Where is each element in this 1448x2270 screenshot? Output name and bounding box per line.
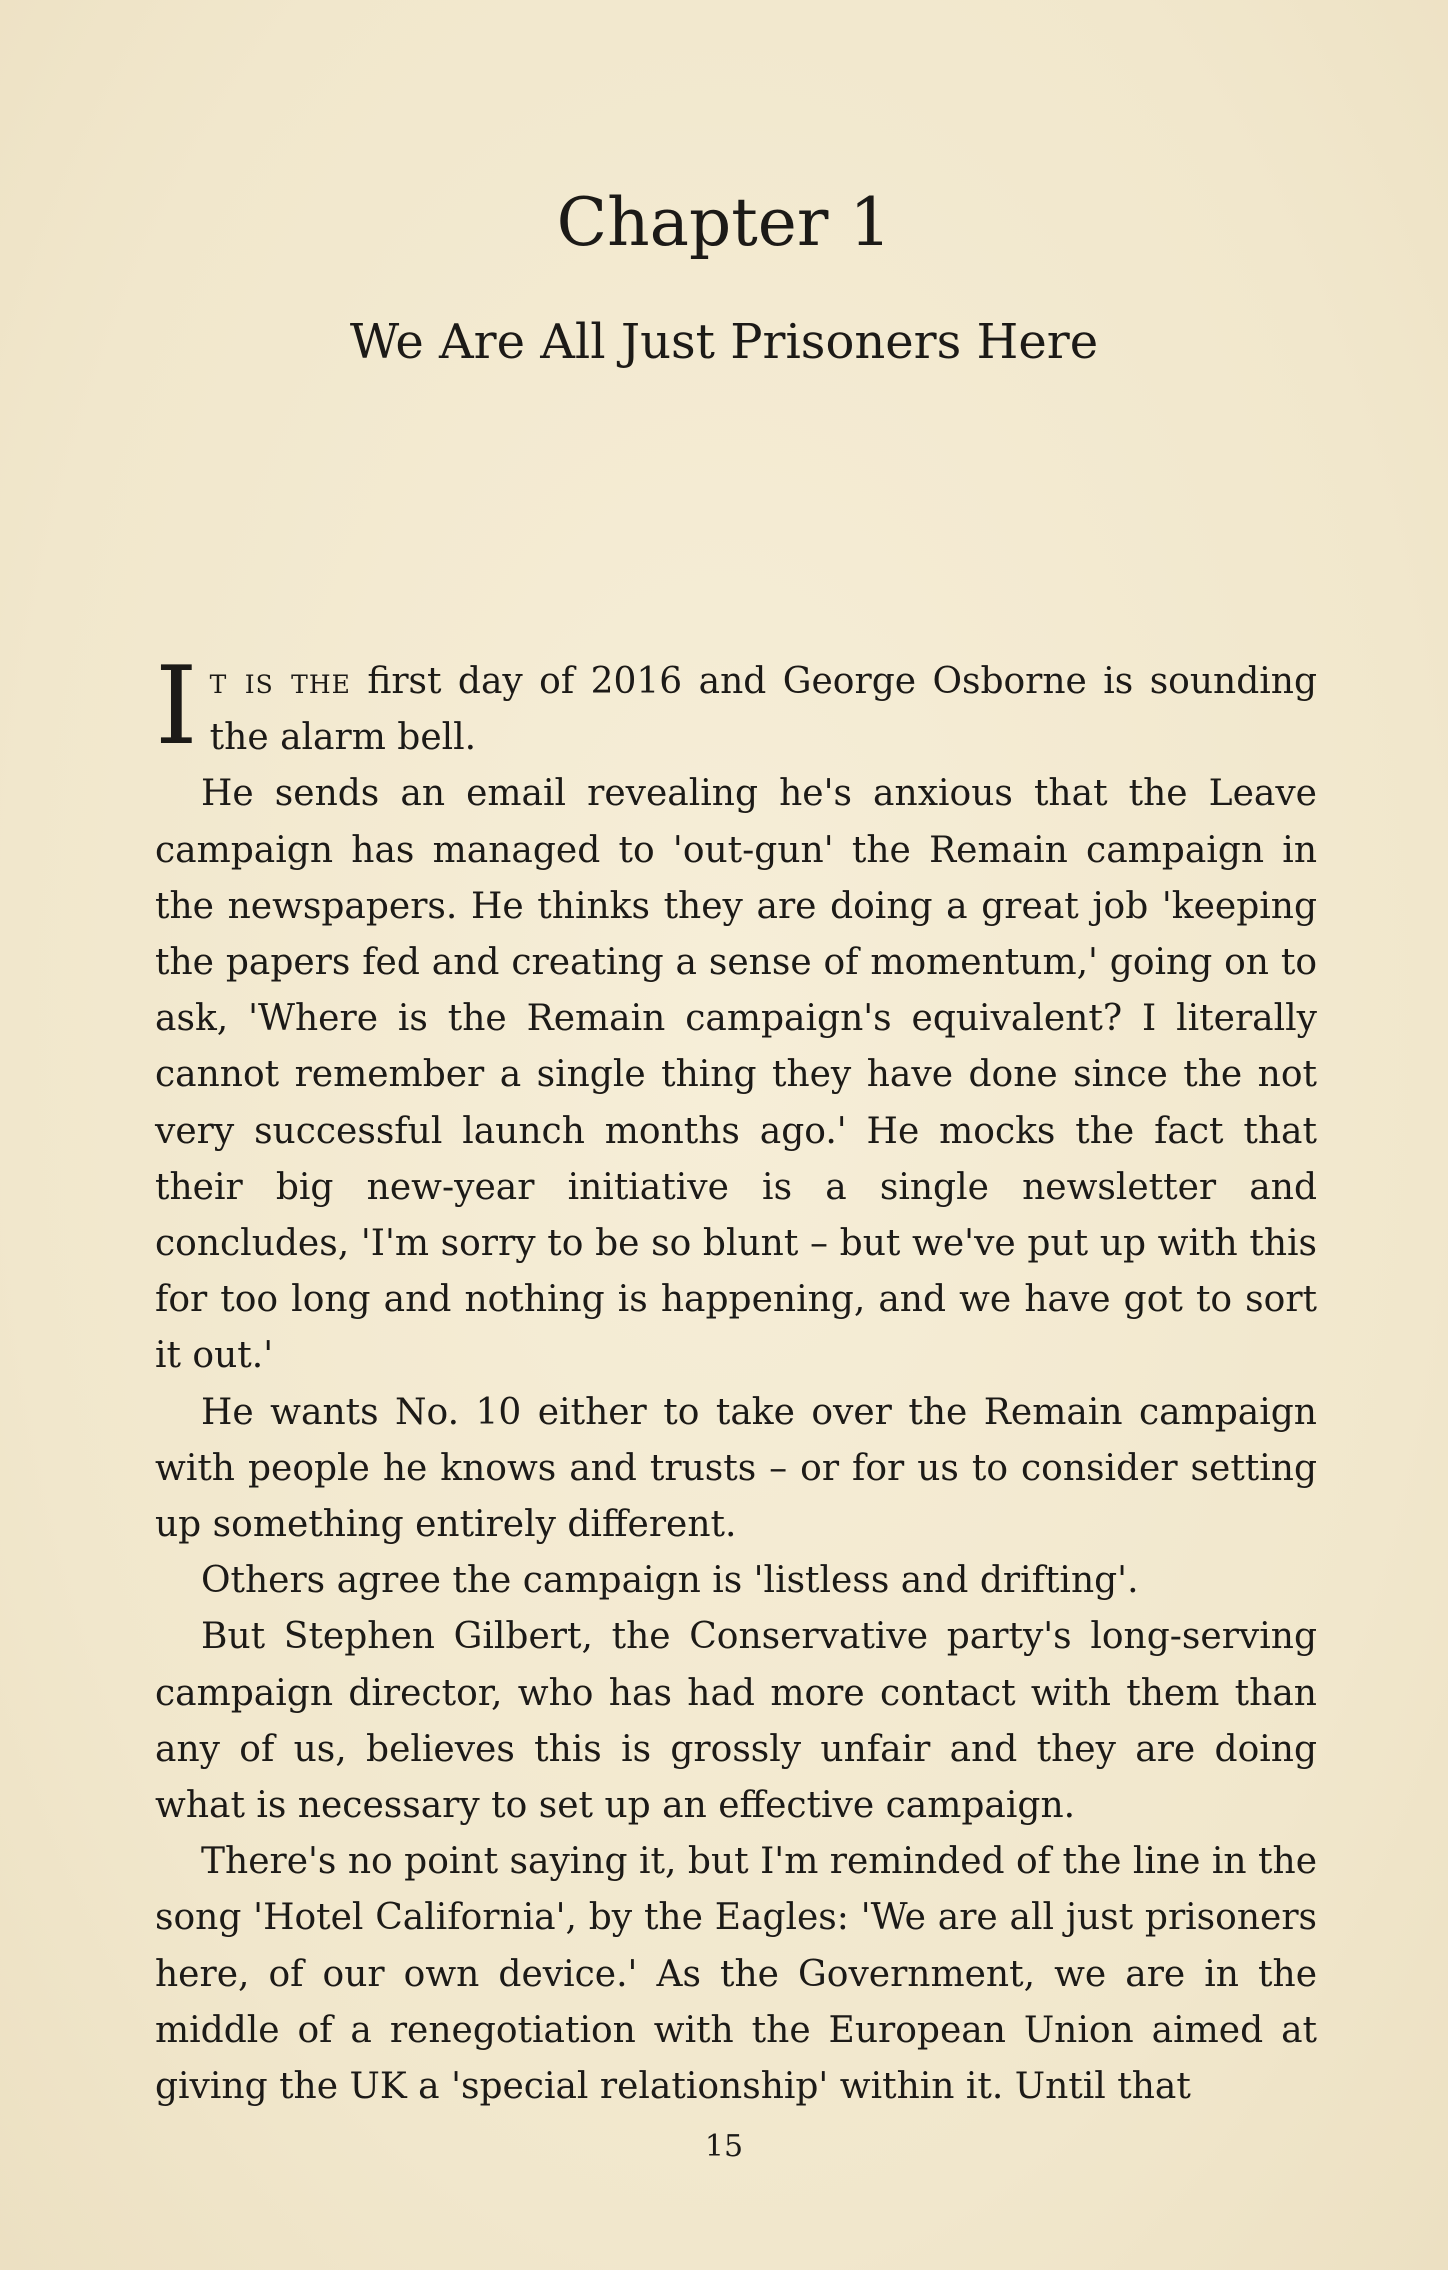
paragraph-1	[155, 644, 1317, 769]
paragraph-4: Others agree the campaign is 'listless and drifting'.	[201, 1560, 1139, 1602]
paragraph-1-text: first day of 2016 and George Osborne is sounding the alarm bell.	[209, 661, 1317, 759]
paragraph-3: He wants No. 10 either to take over the Remain campaign with people he knows and trusts – or for us to consider setting up something entirely different.	[155, 1391, 1317, 1546]
paragraph-6: There's no point saying it, but I'm reminded of the line in the song 'Hotel California', by the Eagles: 'We are all just prisoners here, of our own device.' As the Government, we are in the middle of a renegotiation with the European Union aimed at giving the UK a 'special relationship' within it. Until that	[155, 1841, 1317, 2108]
page-number: 15	[704, 2129, 744, 2164]
paragraph-5: But Stephen Gilbert, the Conservative party's long-serving campaign director, who has had more contact with them than any of us, believes this is grossly unfair and they are doing what is necessary to set up an effective campaign.	[155, 1616, 1317, 1827]
body-text	[155, 644, 1317, 2115]
paragraph-2: He sends an email revealing he's anxious that the Leave campaign has managed to 'out-gun' the Remain campaign in the newspapers. He thinks they are doing a great job 'keeping the papers fed and creating a sense of momentum,' going on to ask, 'Where is the Remain campaign's equivalent? I literally cannot remember a single thing they have done since the not very successful launch months ago.' He mocks the fact that their big new-year initiative is a single newsletter and concludes, 'I'm sorry to be so blunt – but we've put up with this for too long and nothing is happening, and we have got to sort it out.'	[155, 773, 1317, 1377]
drop-cap: I	[155, 644, 198, 769]
chapter-title: We Are All Just Prisoners Here	[349, 314, 1099, 370]
lead-small-caps: t is the	[209, 661, 351, 702]
chapter-number: Chapter 1	[556, 184, 892, 261]
